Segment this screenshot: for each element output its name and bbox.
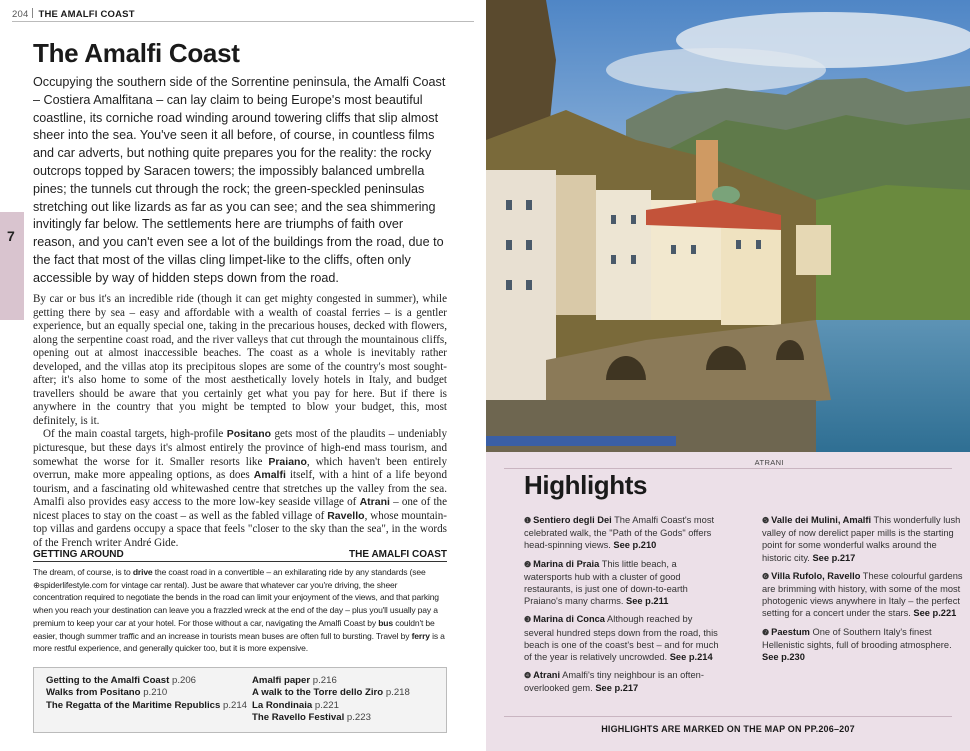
highlight-page-ref: See p.230	[762, 652, 805, 663]
highlight-page-ref: See p.210	[613, 540, 657, 551]
body-paragraph-2: Of the main coastal targets, high-profile Positano gets most of the plaudits – undeniably picturesque, but these days it's almost entirely the province of high-end mass tourism, and somewhat the worse for it. Smaller resorts like Praiano, which haven't been entirely overrun, make more appealing options, as does Amalfi itself, with a hint of a life beyond tourism, and a fascinating old whitewashed centre that stretches up the valley from the sea. Amalfi also provides easy access to the more low-key seaside village of Atrani – one of the nicest places to stay on the coast – as well as the fabled village of Ravello, whose mountain-top villas and gardens occupy a space that feels "closer to the sky than the sea", in the words of the French writer André Gide.	[33, 428, 448, 549]
feature-references-box	[33, 667, 447, 733]
highlight-name: Paestum	[771, 626, 810, 637]
highlights-column-1	[524, 514, 722, 701]
reference-item	[252, 675, 410, 687]
highlight-number: ❶	[524, 516, 532, 525]
highlight-description: Amalfi's tiny neighbour is an often-overlooked gem.	[524, 670, 704, 694]
atrani-photo	[486, 0, 970, 452]
highlight-name: Valle dei Mulini, Amalfi	[771, 515, 872, 525]
reference-name: Getting to the Amalfi Coast	[46, 675, 170, 686]
atrani-photo-illustration	[486, 0, 970, 452]
highlights-list	[524, 514, 964, 701]
reference-item	[46, 687, 252, 699]
highlight-description: This little beach, a watersports hub with a cluster of good restaurants, is just one of down-to-earth Praiano's many charms.	[524, 558, 688, 607]
highlight-item	[524, 613, 722, 663]
body-text	[33, 293, 447, 550]
reference-page: p.218	[385, 687, 410, 699]
page-title: The Amalfi Coast	[33, 38, 240, 68]
box-heading-left: GETTING AROUND	[33, 549, 124, 560]
reference-page: p.210	[143, 687, 168, 699]
references-column-1	[46, 675, 252, 725]
reference-page: p.216	[312, 675, 337, 686]
highlight-number: ❹	[524, 671, 532, 681]
highlight-name: Sentiero degli Dei	[533, 515, 612, 525]
highlight-item	[762, 514, 964, 564]
reference-item	[252, 687, 410, 699]
highlight-number: ❸	[524, 615, 532, 625]
highlight-item	[524, 514, 722, 552]
getting-around-heading	[33, 549, 447, 562]
chapter-tab	[0, 212, 24, 320]
highlight-item	[524, 669, 722, 694]
reference-name: The Regatta of the Maritime Republics	[46, 699, 221, 711]
footer-rule	[504, 716, 952, 717]
reference-item	[252, 712, 410, 724]
body-paragraph-1: By car or bus it's an incredible ride (though it can get mighty congested in summer), while getting there by sea – easy and affordable with a wealth of coastal ferries – is a gentler experience, but an equally special one, taking in the precarious houses, decked with flowers, along the serpentine coast road, and the river valleys that cut through the mountainous cliffs, opening out at almost inaccessible beaches. The coast as a whole is inevitably rather developed, and the villas atop its precipitous slopes are some of the country's most sought-after; it's also home to some of the most aesthetically lovely hotels in Italy, and budget travellers should be aware that you certainly get what you pay for here. But if there is anywhere in the country that you might be tempted to blow your budget, this, most definitely, is it.	[33, 293, 447, 427]
highlight-number: ❺	[762, 516, 770, 525]
highlight-description: Although reached by several hundred steps down from the road, this beach is one of the coast's best – and for much of the year is relatively uncrowded.	[524, 614, 719, 663]
highlight-name: Marina di Praia	[533, 558, 600, 569]
highlight-number: ❷	[524, 559, 532, 569]
reference-name: Walks from Positano	[46, 687, 141, 699]
highlight-name: Villa Rufolo, Ravello	[771, 570, 861, 581]
highlight-page-ref: See p.214	[669, 652, 713, 663]
highlight-item	[762, 570, 964, 620]
highlight-name: Atrani	[533, 670, 561, 681]
reference-page: p.206	[171, 675, 196, 686]
highlight-description: One of Southern Italy's finest Hellenistic sights, full of brooding atmosphere.	[762, 626, 952, 650]
reference-page: p.214	[223, 699, 248, 711]
highlight-description: The Amalfi Coast's most celebrated walk, the "Path of the Gods" offers head-spinning views.	[524, 515, 715, 551]
reference-item	[46, 675, 252, 687]
highlight-item	[524, 558, 722, 608]
reference-name: A walk to the Torre dello Ziro	[252, 687, 384, 699]
highlights-title: Highlights	[524, 470, 648, 500]
running-head-separator	[32, 8, 33, 18]
running-head-rule	[12, 21, 474, 22]
reference-name: Amalfi paper	[252, 675, 311, 686]
highlight-item	[762, 626, 964, 664]
highlight-page-ref: See p.217	[595, 683, 639, 694]
reference-name: La Rondinaia	[252, 699, 313, 711]
running-head	[12, 8, 135, 20]
running-head-title: THE AMALFI COAST	[38, 9, 135, 20]
highlights-column-2	[762, 514, 964, 701]
box-heading-right: THE AMALFI COAST	[349, 549, 447, 560]
highlight-description: This wonderfully lush valley of now derelict paper mills is the starting point for some wonderful walks around the historic city.	[762, 515, 961, 563]
photo-caption: ATRANI	[754, 458, 784, 467]
highlight-page-ref: See p.217	[812, 552, 856, 563]
getting-around-text: The dream, of course, is to drive the coast road in a convertible – an exhilarating ride by any standards (see ⊕spiderlifestyle.com for vintage car rental). Just be aware that whatever car you're driving, the sheer concentration required to negotiate the bends in the road can limit your enjoyment of the views, and that parking when you reach your destination can leave you a frazzled wreck at the end of the day – plus you'll usually pay a premium to keep your car at your hotel. For those without a car, navigating the Amalfi Coast by bus couldn't be easier, though summer traffic and an increase in tourists mean buses are often full to bursting. Travel by ferry is a more restful experience, and generally quicker too, but it is more expensive.	[33, 567, 445, 654]
reference-page: p.223	[346, 711, 371, 723]
caption-rule	[504, 468, 952, 469]
reference-item	[252, 700, 410, 712]
reference-item	[46, 700, 252, 712]
highlight-description: These colourful gardens are brimming with history, with some of the most photogenic views anywhere in Italy – the perfect setting for a concert under the stars.	[762, 570, 963, 619]
references-column-2	[252, 675, 410, 725]
reference-page: p.221	[314, 699, 339, 711]
highlight-page-ref: See p.211	[626, 596, 669, 607]
page-number: 204	[12, 9, 29, 20]
right-page	[486, 0, 970, 751]
intro-paragraph: Occupying the southern side of the Sorrentine peninsula, the Amalfi Coast – Costiera Amalfitana – can lay claim to being Europe's most beautiful coastline, its corniche road winding around towering cliffs that slip almost sheer into the sea. You've seen it all before, of course, in countless films and car adverts, but nothing quite prepares you for the reality: the rocky outcrops topped by Saracen towers; the impossibly balanced umbrella pines; the tunnels cut through the rock; the green-speckled peninsulas stretching out like lizards as far as you can see; and the sea shimmering invitingly far below. The settlements here are triumphs of faith over reason, and you can't even see a lot of the buildings from the road, due to the fact that most of the villas cling limpet-like to the cliffs, often only accessible by way of hidden steps down from the road.	[33, 75, 446, 285]
highlight-page-ref: See p.221	[913, 608, 957, 619]
chapter-number: 7	[7, 228, 15, 244]
highlights-map-note: HIGHLIGHTS ARE MARKED ON THE MAP ON PP.206–207	[601, 724, 855, 734]
highlight-name: Marina di Conca	[533, 614, 605, 625]
reference-name: The Ravello Festival	[252, 711, 345, 723]
highlight-number: ❼	[762, 627, 770, 637]
highlight-number: ❻	[762, 571, 770, 581]
